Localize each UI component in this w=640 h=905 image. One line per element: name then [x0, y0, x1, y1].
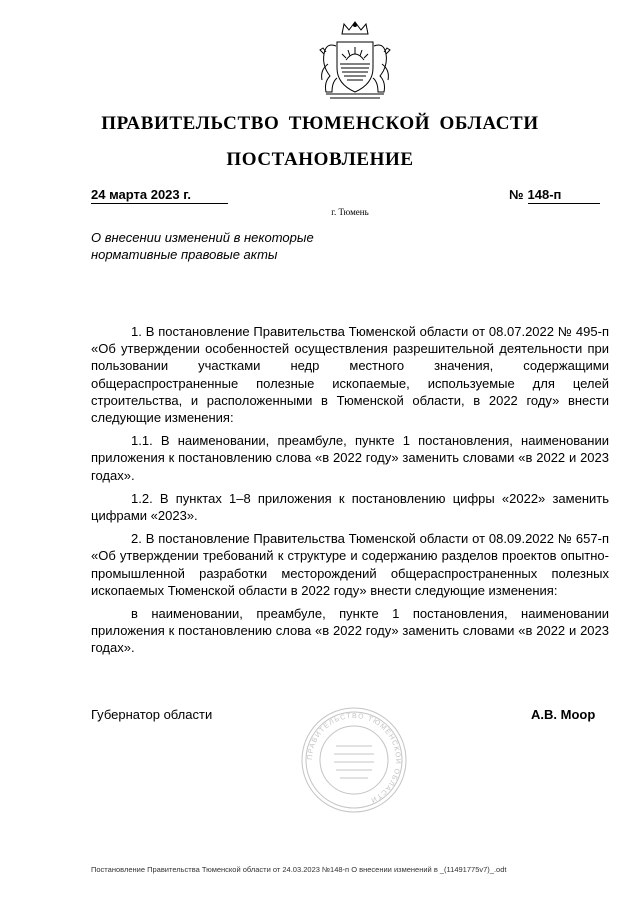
body-paragraph: 1.1. В наименовании, преамбуле, пункте 1 постановления, наименовании приложения к постановлению слова «в 2022 году» заменить словами «в 2022 и 2023 годах».	[91, 433, 609, 483]
coat-of-arms-emblem	[310, 20, 400, 102]
document-number	[509, 187, 605, 204]
body-paragraph: в наименовании, преамбуле, пункте 1 постановления, наименовании приложения к постановлению слова «в 2022 году» заменить словами «в 2022 и 2023 годах».	[91, 606, 609, 656]
document-date: 24 марта 2023 г.	[91, 187, 228, 204]
signature-role: Губернатор области	[91, 707, 213, 722]
document-body	[91, 323, 609, 663]
official-seal-stamp	[300, 706, 408, 814]
document-city: г. Тюмень	[331, 207, 369, 217]
document-number-value: 148-п	[528, 187, 600, 204]
seal-text: ПРАВИТЕЛЬСТВО ТЮМЕНСКОЙ ОБЛАСТИ	[306, 712, 402, 804]
body-paragraph: 1. В постановление Правительства Тюменской области от 08.07.2022 № 495-п «Об утверждении особенностей осуществления разрешительной деятельности при пользовании участками недр местного значения, содержащими общераспространенные полезные ископаемые, используемые для целей строительства, и расположенными в Тюменской области, в 2022 году» внести следующие изменения:	[91, 324, 609, 426]
body-paragraph: 1.2. В пунктах 1–8 приложения к постановлению цифры «2022» заменить цифрами «2023».	[91, 490, 609, 524]
document-number-prefix: №	[509, 187, 524, 202]
signature-name: А.В. Моор	[531, 707, 596, 722]
organization-title: ПРАВИТЕЛЬСТВО ТЮМЕНСКОЙ ОБЛАСТИ	[101, 113, 539, 134]
document-type-title: ПОСТАНОВЛЕНИЕ	[226, 149, 414, 170]
body-paragraph: 2. В постановление Правительства Тюменской области от 08.09.2022 № 657-п «Об утверждении требований к структуре и содержанию разделов проектов опытно-промышленной разработки месторождений общераспространенных полезных ископаемых Тюменской области в 2022 году» внести следующие изменения:	[91, 531, 609, 598]
document-footer: Постановление Правительства Тюменской области от 24.03.2023 №148-п О внесении изменений в _(11491775v7)_.odt	[91, 865, 507, 874]
document-subject: О внесении изменений в некоторые нормативные правовые акты	[91, 230, 314, 262]
